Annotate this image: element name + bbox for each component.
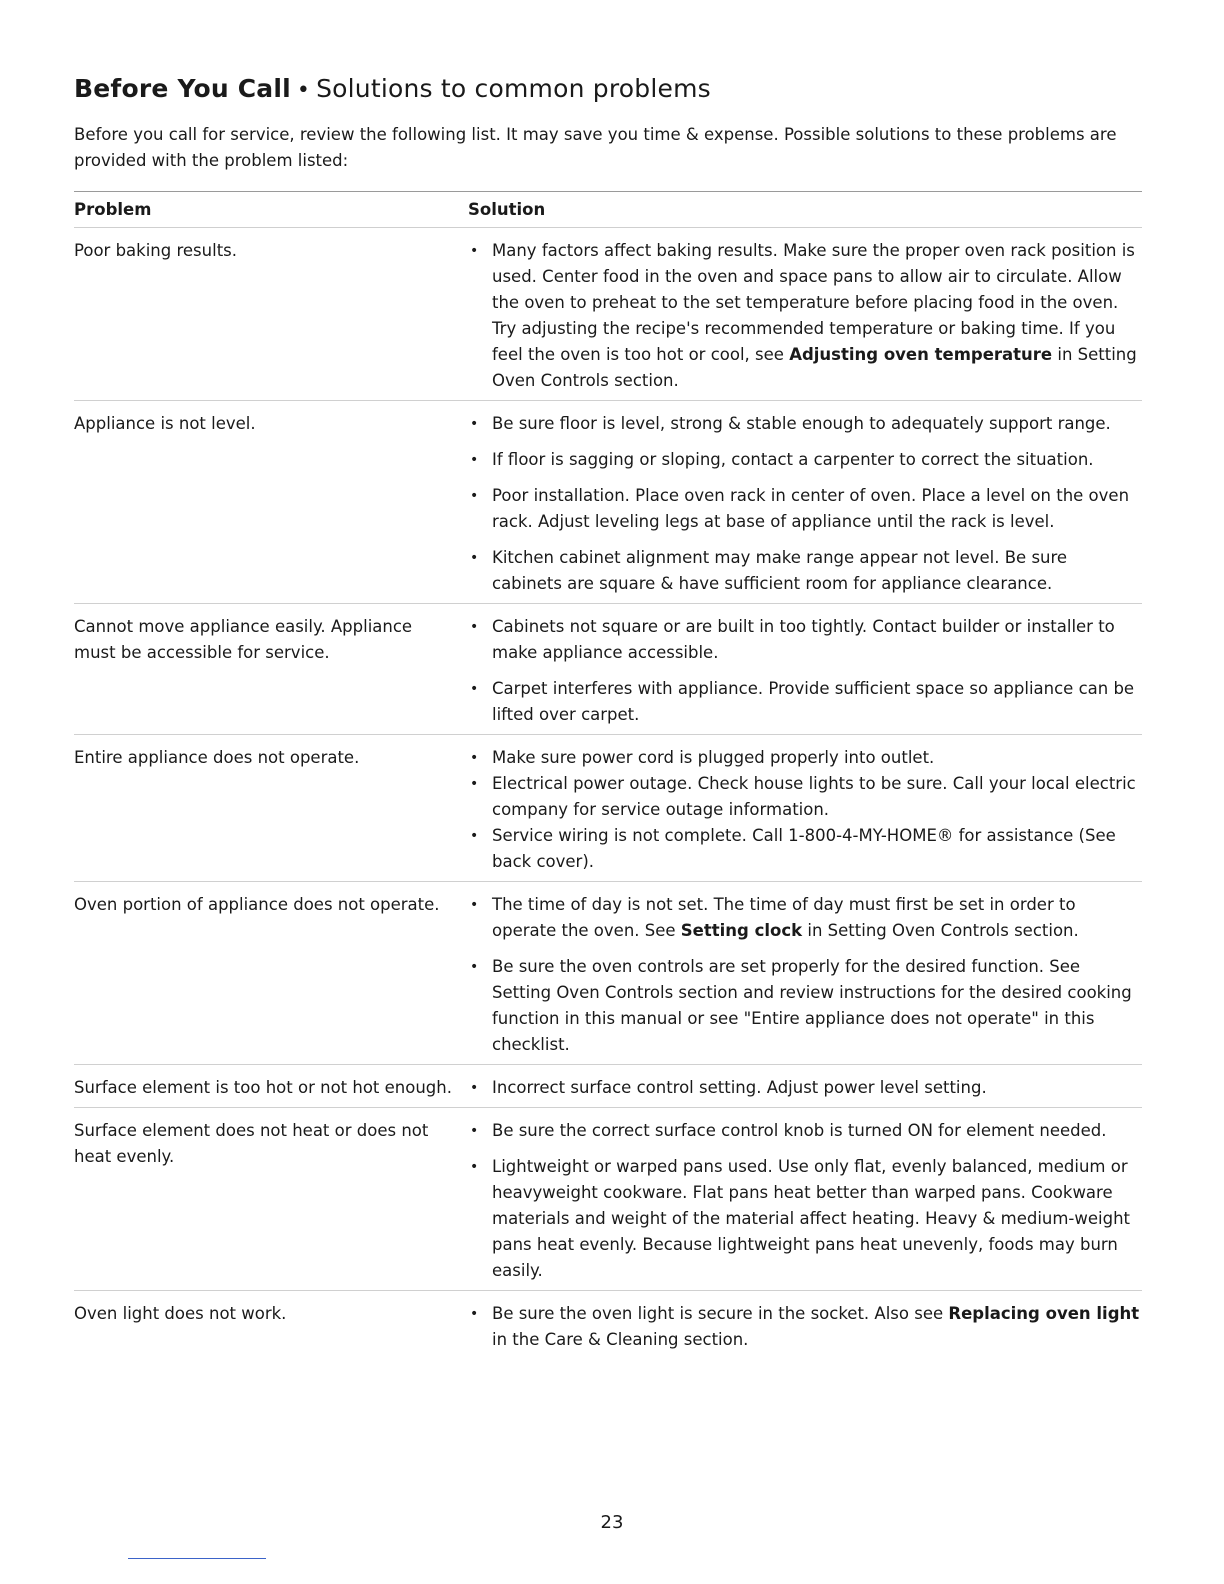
solution-link-text: Replacing oven light xyxy=(948,1303,1140,1323)
title-separator: • xyxy=(296,78,311,103)
solution-list xyxy=(468,1075,1142,1101)
table-row xyxy=(74,1064,1142,1107)
problem-cell: Poor baking results. xyxy=(74,227,468,400)
problem-cell: Surface element is too hot or not hot enough. xyxy=(74,1064,468,1107)
header-problem: Problem xyxy=(74,191,468,227)
solution-item: • Be sure the oven controls are set properly for the desired function. See Setting Oven Controls section and review instructions for the desired cooking function in this manual or see "Entire appliance does not operate" in this checklist. xyxy=(468,954,1142,1058)
solution-cell xyxy=(468,1107,1142,1290)
intro-paragraph: Before you call for service, review the following list. It may save you time & expense. Possible solutions to these problems are provided with the problem listed: xyxy=(74,125,1117,170)
solution-item: • The time of day is not set. The time of day must first be set in order to operate the oven. See Setting clock in Setting Oven Controls section. xyxy=(468,892,1142,944)
solution-list xyxy=(468,745,1142,875)
table-row xyxy=(74,734,1142,881)
solution-item: • Poor installation. Place oven rack in center of oven. Place a level on the oven rack. Adjust leveling legs at base of appliance until the rack is level. xyxy=(468,483,1142,535)
problem-cell: Oven light does not work. xyxy=(74,1303,287,1323)
solution-item: • Carpet interferes with appliance. Provide sufficient space so appliance can be lifted over carpet. xyxy=(468,676,1142,728)
table-row xyxy=(74,1107,1142,1290)
solution-list xyxy=(468,411,1142,597)
solution-item: • Kitchen cabinet alignment may make range appear not level. Be sure cabinets are square & have sufficient room for appliance clearance. xyxy=(468,545,1142,597)
solution-item: • Be sure the correct surface control knob is turned ON for element needed. xyxy=(468,1118,1142,1144)
table-row xyxy=(74,227,1142,400)
title-bold: Before You Call xyxy=(74,74,291,103)
table-header-row xyxy=(74,191,1142,227)
page-title xyxy=(74,72,1142,108)
problem-cell: Oven portion of appliance does not operate. xyxy=(74,881,468,1064)
solution-item: • Be sure the oven light is secure in the socket. Also see Replacing oven light in the Care & Cleaning section. xyxy=(468,1301,1142,1353)
solution-item: • Lightweight or warped pans used. Use only flat, evenly balanced, medium or heavyweight cookware. Flat pans heat better than warped pans. Cookware materials and weight of the material affect heating. Heavy & medium-weight pans heat evenly. Because lightweight pans heat unevenly, foods may burn easily. xyxy=(468,1154,1142,1284)
table-row xyxy=(74,603,1142,734)
solution-cell xyxy=(468,603,1142,734)
solution-cell xyxy=(468,1064,1142,1107)
solution-item: • Incorrect surface control setting. Adjust power level setting. xyxy=(468,1075,1142,1101)
page-number: 23 xyxy=(600,1512,624,1533)
title-subtitle: Solutions to common problems xyxy=(316,74,711,103)
solution-link-text: Setting clock xyxy=(680,920,803,940)
table-row xyxy=(74,1290,1142,1359)
solution-item: • Service wiring is not complete. Call 1-800-4-MY-HOME® for assistance (See back cover). xyxy=(468,823,1142,875)
solution-item: • Many factors affect baking results. Make sure the proper oven rack position is used. Center food in the oven and space pans to allow air to circulate. Allow the oven to preheat to the set temperature before placing food in the oven. Try adjusting the recipe's recommended temperature or baking time. If you feel the oven is too hot or cool, see Adjusting oven temperature in Setting Oven Controls section. xyxy=(468,238,1142,394)
footer-rule xyxy=(128,1558,266,1559)
solution-list xyxy=(468,238,1142,394)
solution-cell xyxy=(468,1290,1142,1359)
solution-item: • Be sure floor is level, strong & stable enough to adequately support range. xyxy=(468,411,1142,437)
solution-cell xyxy=(468,400,1142,603)
table-row xyxy=(74,400,1142,603)
solution-list xyxy=(468,1301,1142,1353)
problem-cell: Appliance is not level. xyxy=(74,400,468,603)
solution-list xyxy=(468,1118,1142,1284)
solution-link-text: Adjusting oven temperature xyxy=(789,344,1053,364)
problem-cell: Cannot move appliance easily. Appliance must be accessible for service. xyxy=(74,603,468,734)
solution-item: • Cabinets not square or are built in too tightly. Contact builder or installer to make appliance accessible. xyxy=(468,614,1142,666)
problem-cell: Surface element does not heat or does not heat evenly. xyxy=(74,1107,468,1290)
page-content xyxy=(74,72,1142,1359)
solution-cell xyxy=(468,881,1142,1064)
solution-item: • Electrical power outage. Check house lights to be sure. Call your local electric company for service outage information. xyxy=(468,771,1142,823)
table-row xyxy=(74,881,1142,1064)
troubleshooting-table xyxy=(74,191,1142,1359)
solution-list xyxy=(468,614,1142,728)
solution-cell xyxy=(468,227,1142,400)
problem-cell: Entire appliance does not operate. xyxy=(74,734,468,881)
solution-cell xyxy=(468,734,1142,881)
solution-item: • Make sure power cord is plugged properly into outlet. xyxy=(468,745,1142,771)
solution-list xyxy=(468,892,1142,1058)
header-solution: Solution xyxy=(468,191,1142,227)
solution-item: • If floor is sagging or sloping, contact a carpenter to correct the situation. xyxy=(468,447,1142,473)
